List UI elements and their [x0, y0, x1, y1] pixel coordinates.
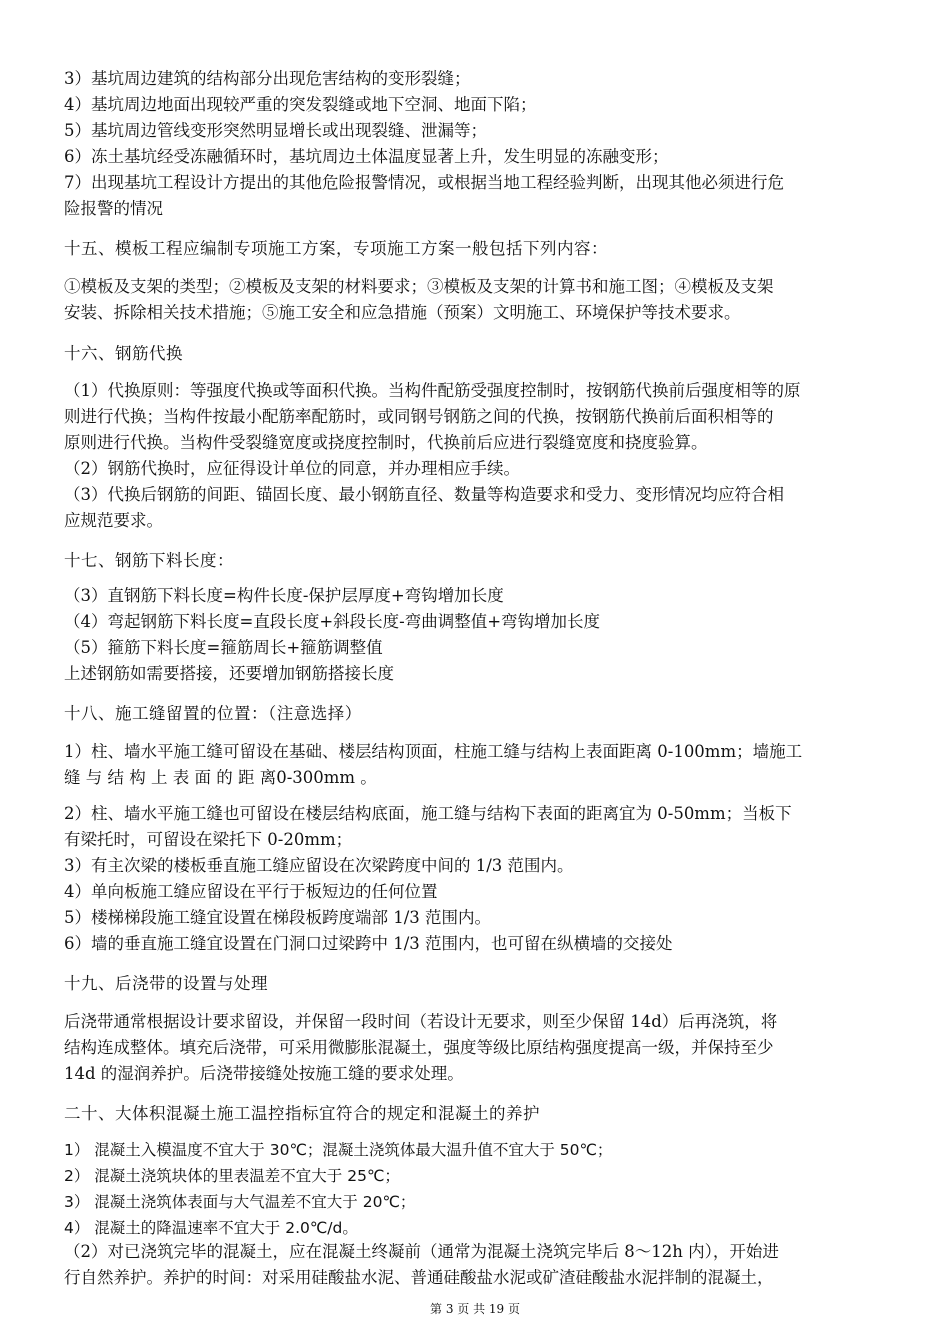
section-heading: 二十、大体积混凝土施工温控指标宜符合的规定和混凝土的养护: [64, 1104, 540, 1123]
formula-line: （3）直钢筋下料长度=构件长度-保护层厚度+弯钩增加长度: [64, 586, 504, 605]
paragraph-line: 14d 的湿润养护。后浇带接缝处按施工缝的要求处理。: [64, 1064, 464, 1083]
section-heading: 十八、施工缝留置的位置：（注意选择）: [64, 704, 362, 723]
paragraph-line: 则进行代换；当构件按最小配筋率配筋时，或同钢号钢筋之间的代换，按钢筋代换前后面积相等的: [64, 407, 774, 426]
paragraph-line: 上述钢筋如需要搭接，还要增加钢筋搭接长度: [64, 664, 394, 683]
paragraph-line: 应规范要求。: [64, 511, 163, 530]
list-item: 1） 混凝土入模温度不宜大于 30℃；混凝土浇筑体最大温升值不宜大于 50℃；: [64, 1141, 613, 1159]
list-item: 6）墙的垂直施工缝宜设置在门洞口过梁跨中 1/3 范围内，也可留在纵横墙的交接处: [64, 934, 673, 953]
paragraph-line: 1）柱、墙水平施工缝可留设在基础、楼层结构顶面，柱施工缝与结构上表面距离 0-100mm；墙施工: [64, 742, 803, 761]
list-item: 2） 混凝土浇筑块体的里表温差不宜大于 25℃；: [64, 1167, 400, 1185]
paragraph-line: 缝 与 结 构 上 表 面 的 距 离0-300mm 。: [64, 768, 377, 787]
paragraph-line: 安装、拆除相关技术措施；⑤施工安全和应急措施（预案）文明施工、环境保护等技术要求。: [64, 303, 741, 322]
paragraph-line: 有梁托时，可留设在梁托下 0-20mm；: [64, 830, 353, 849]
section-heading: 十五、模板工程应编制专项施工方案，专项施工方案一般包括下列内容：: [64, 239, 608, 258]
section-heading: 十七、钢筋下料长度：: [64, 551, 234, 570]
paragraph-line: 后浇带通常根据设计要求留设，并保留一段时间（若设计无要求，则至少保留 14d）后再浇筑，将: [64, 1012, 778, 1031]
page-number: 第 3 页 共 19 页: [430, 1302, 520, 1316]
formula-line: （4）弯起钢筋下料长度=直段长度+斜段长度-弯曲调整值+弯钩增加长度: [64, 612, 601, 631]
list-item: 3） 混凝土浇筑体表面与大气温差不宜大于 20℃；: [64, 1193, 416, 1211]
list-item: 险报警的情况: [64, 199, 163, 218]
formula-line: （5）箍筋下料长度=箍筋周长+箍筋调整值: [64, 638, 383, 657]
list-item: 4）基坑周边地面出现较严重的突发裂缝或地下空洞、地面下陷；: [64, 95, 537, 114]
section-heading: 十六、钢筋代换: [64, 344, 183, 363]
list-item: 5）楼梯梯段施工缝宜设置在梯段板跨度端部 1/3 范围内。: [64, 908, 492, 927]
paragraph-line: 2）柱、墙水平施工缝也可留设在楼层结构底面，施工缝与结构下表面的距离宜为 0-50mm；当板下: [64, 804, 792, 823]
list-item: 3）基坑周边建筑的结构部分出现危害结构的变形裂缝；: [64, 69, 471, 88]
paragraph-line: 结构连成整体。填充后浇带，可采用微膨胀混凝土，强度等级比原结构强度提高一级，并保持至少: [64, 1038, 774, 1057]
section-heading: 十九、后浇带的设置与处理: [64, 974, 268, 993]
list-item: 6）冻土基坑经受冻融循环时，基坑周边土体温度显著上升，发生明显的冻融变形；: [64, 147, 669, 166]
paragraph-line: 原则进行代换。当构件受裂缝宽度或挠度控制时，代换前后应进行裂缝宽度和挠度验算。: [64, 433, 708, 452]
paragraph-line: ①模板及支架的类型；②模板及支架的材料要求；③模板及支架的计算书和施工图；④模板及支架: [64, 277, 774, 296]
list-item: 4）单向板施工缝应留设在平行于板短边的任何位置: [64, 882, 438, 901]
paragraph-line: 行自然养护。养护的时间：对采用硅酸盐水泥、普通硅酸盐水泥或矿渣硅酸盐水泥拌制的混凝土，: [64, 1268, 774, 1287]
list-item: 4） 混凝土的降温速率不宜大于 2.0℃/d。: [64, 1219, 358, 1237]
paragraph-line: （2）钢筋代换时，应征得设计单位的同意，并办理相应手续。: [64, 459, 520, 478]
list-item: 3）有主次梁的楼板垂直施工缝应留设在次梁跨度中间的 1/3 范围内。: [64, 856, 574, 875]
paragraph-line: （2）对已浇筑完毕的混凝土，应在混凝土终凝前（通常为混凝土浇筑完毕后 8～12h 内），开始进: [64, 1242, 779, 1261]
paragraph-line: （3）代换后钢筋的间距、锚固长度、最小钢筋直径、数量等构造要求和受力、变形情况均应符合相: [64, 485, 784, 504]
paragraph-line: （1）代换原则：等强度代换或等面积代换。当构件配筋受强度控制时，按钢筋代换前后强度相等的原: [64, 381, 801, 400]
list-item: 7）出现基坑工程设计方提出的其他危险报警情况，或根据当地工程经验判断，出现其他必须进行危: [64, 173, 784, 192]
list-item: 5）基坑周边管线变形突然明显增长或出现裂缝、泄漏等；: [64, 121, 487, 140]
